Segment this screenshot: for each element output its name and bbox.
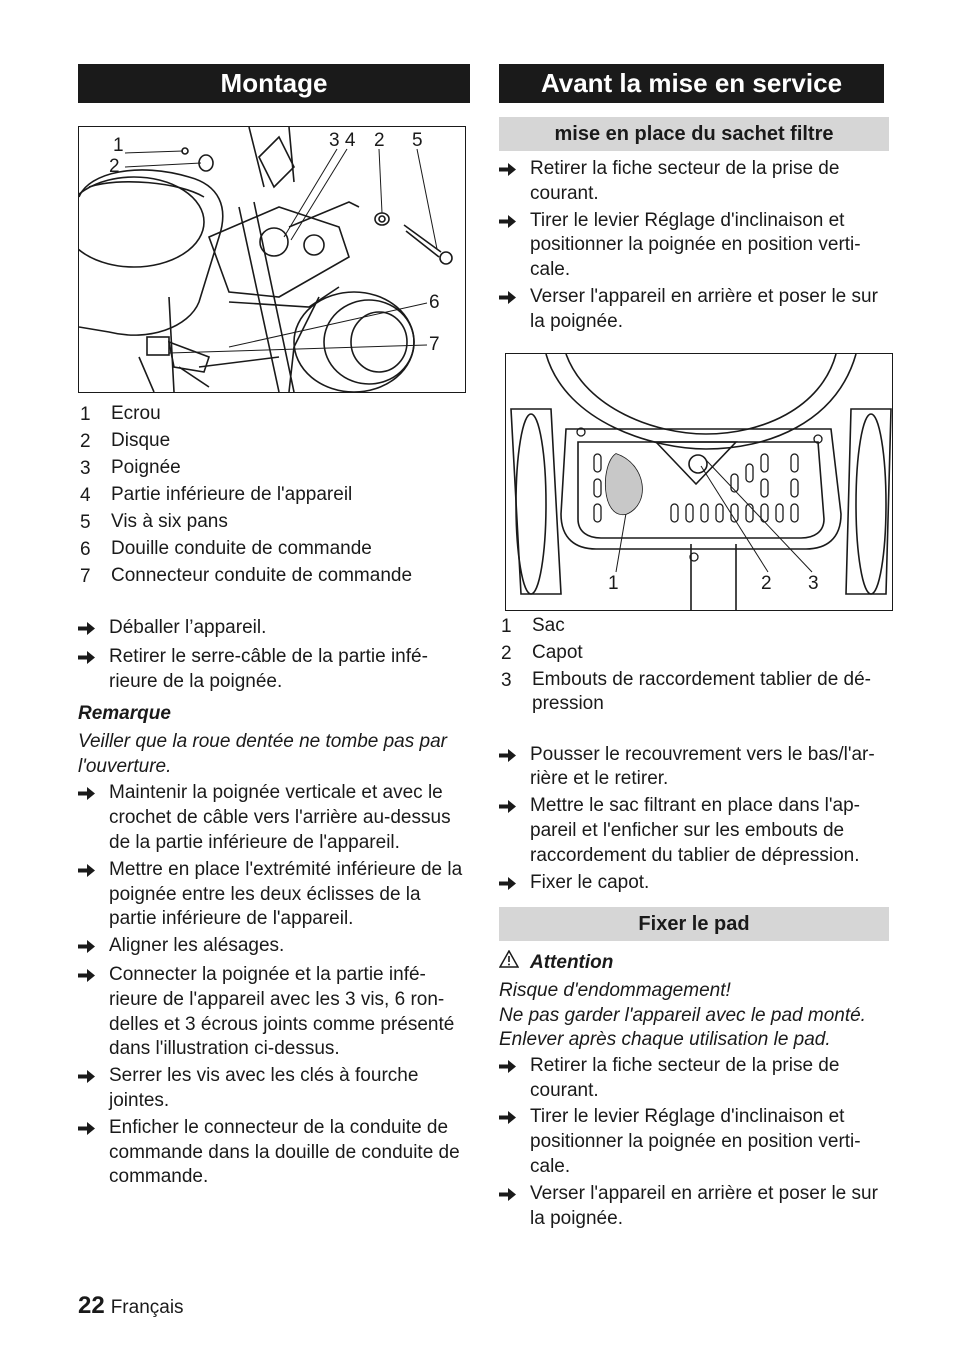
legend-item: 6 Douille conduite de commande — [80, 538, 372, 560]
arrow-right-icon — [78, 616, 109, 643]
right-column — [499, 64, 897, 1233]
legend-item: 2 Capot — [501, 641, 583, 664]
step-item: Verser l'appareil en arrière et poser le sur la poignée. — [499, 285, 897, 335]
pad-steps — [499, 1054, 897, 1232]
legend-item: 4 Partie inférieure de l'appareil — [80, 484, 353, 506]
step-item: Pousser le recouvrement vers le bas/l'ar-rière et le retirer. — [499, 743, 897, 793]
legend-item: 3 Embouts de raccordement tablier de dé-pression — [501, 668, 872, 715]
filter-bag-illustration — [506, 354, 892, 610]
step-item: Verser l'appareil en arrière et poser le sur la poignée. — [499, 1182, 897, 1232]
filter-bag-figure — [505, 353, 893, 611]
step-item: Mettre en place l'extrémité inférieure de la poignée entre les deux éclisses de la partie inférieure de l'appareil. — [78, 858, 470, 932]
legend-item: 7 Connecteur conduite de commande — [80, 565, 413, 587]
legend-item: 1 Ecrou — [80, 403, 161, 425]
figure-label-embouts: 3 — [808, 572, 819, 594]
arrow-right-icon — [499, 157, 530, 207]
step-item: Retirer la fiche secteur de la prise de courant. — [499, 157, 897, 207]
filter-prep-steps — [499, 157, 897, 335]
step-item: Connecter la poignée et la partie infé-rieure de l'appareil avec les 3 vis, 6 ron-delles et 3 écrous joints comme présenté dans l'illustration ci-dessus. — [78, 963, 470, 1062]
figure-label-6: 6 — [429, 292, 440, 313]
figure-label-1: 1 — [113, 135, 124, 156]
step-item: Mettre le sac filtrant en place dans l'ap-pareil et l'enficher sur les embouts de raccordement du tablier de dépression. — [499, 794, 897, 868]
figure-label-2: 2 — [109, 156, 120, 177]
unpack-steps — [78, 616, 470, 694]
arrow-right-icon — [499, 209, 530, 283]
legend-item: 2 Disque — [80, 430, 171, 452]
arrow-right-icon — [78, 934, 109, 961]
step-item: Serrer les vis avec les clés à fourche jointes. — [78, 1064, 470, 1114]
language-label: Français — [110, 1297, 184, 1318]
section-heading-avant-mise-en-service: Avant la mise en service — [499, 64, 884, 103]
figure-label-2b: 2 — [374, 130, 385, 151]
step-item: Tirer le levier Réglage d'inclinaison et positionner la poignée en position verti-cale. — [499, 209, 897, 283]
arrow-right-icon — [499, 743, 530, 793]
filter-legend — [499, 613, 897, 717]
step-item: Aligner les alésages. — [78, 934, 470, 961]
arrow-right-icon — [78, 645, 109, 695]
step-item: Retirer le serre-câble de la partie infé-rieure de la poignée. — [78, 645, 470, 695]
legend-item: 5 Vis à six pans — [80, 511, 228, 533]
arrow-right-icon — [499, 871, 530, 898]
assembly-legend — [78, 401, 470, 590]
section-heading-montage: Montage — [78, 64, 470, 103]
figure-label-sac: 1 — [608, 572, 619, 594]
attention-title: Attention — [499, 950, 897, 975]
step-item: Tirer le levier Réglage d'inclinaison et positionner la poignée en position verti-cale. — [499, 1105, 897, 1179]
warning-icon — [499, 950, 530, 975]
arrow-right-icon — [499, 1182, 530, 1232]
figure-label-7: 7 — [429, 334, 440, 355]
subheading-sachet-filtre: mise en place du sachet filtre — [499, 117, 889, 151]
arrow-right-icon — [78, 1116, 109, 1190]
figure-label-3-4: 3 4 — [329, 130, 356, 151]
page-number: 22 — [78, 1292, 105, 1319]
left-column — [78, 64, 470, 1192]
legend-item: 3 Poignée — [80, 457, 181, 479]
arrow-right-icon — [78, 963, 109, 1062]
assembly-figure — [78, 126, 466, 393]
assembly-steps — [78, 781, 470, 1190]
note-title: Remarque — [78, 703, 171, 725]
filter-insert-steps — [499, 743, 897, 898]
figure-label-capot: 2 — [761, 572, 772, 594]
step-item: Retirer la fiche secteur de la prise de courant. — [499, 1054, 897, 1104]
subheading-fixer-pad: Fixer le pad — [499, 907, 889, 941]
step-item: Enficher le connecteur de la conduite de commande dans la douille de conduite de commande. — [78, 1116, 470, 1190]
note-text: Veiller que la roue dentée ne tombe pas par l'ouverture. — [78, 731, 447, 777]
arrow-right-icon — [499, 285, 530, 335]
arrow-right-icon — [499, 1105, 530, 1179]
page-footer — [78, 1292, 184, 1320]
arrow-right-icon — [499, 794, 530, 868]
figure-label-5: 5 — [412, 130, 423, 151]
arrow-right-icon — [78, 781, 109, 855]
arrow-right-icon — [78, 858, 109, 932]
assembly-illustration — [79, 127, 465, 392]
arrow-right-icon — [499, 1054, 530, 1104]
step-item: Déballer l’appareil. — [78, 616, 470, 643]
legend-item: 1 Sac — [501, 614, 565, 637]
arrow-right-icon — [78, 1064, 109, 1114]
step-item: Maintenir la poignée verticale et avec le crochet de câble vers l'arrière au-dessus de la partie inférieure de l'appareil. — [78, 781, 470, 855]
attention-text: Risque d'endommagement! Ne pas garder l'appareil avec le pad monté. Enlever après chaque utilisation le pad. — [499, 980, 866, 1051]
step-item: Fixer le capot. — [499, 871, 897, 898]
